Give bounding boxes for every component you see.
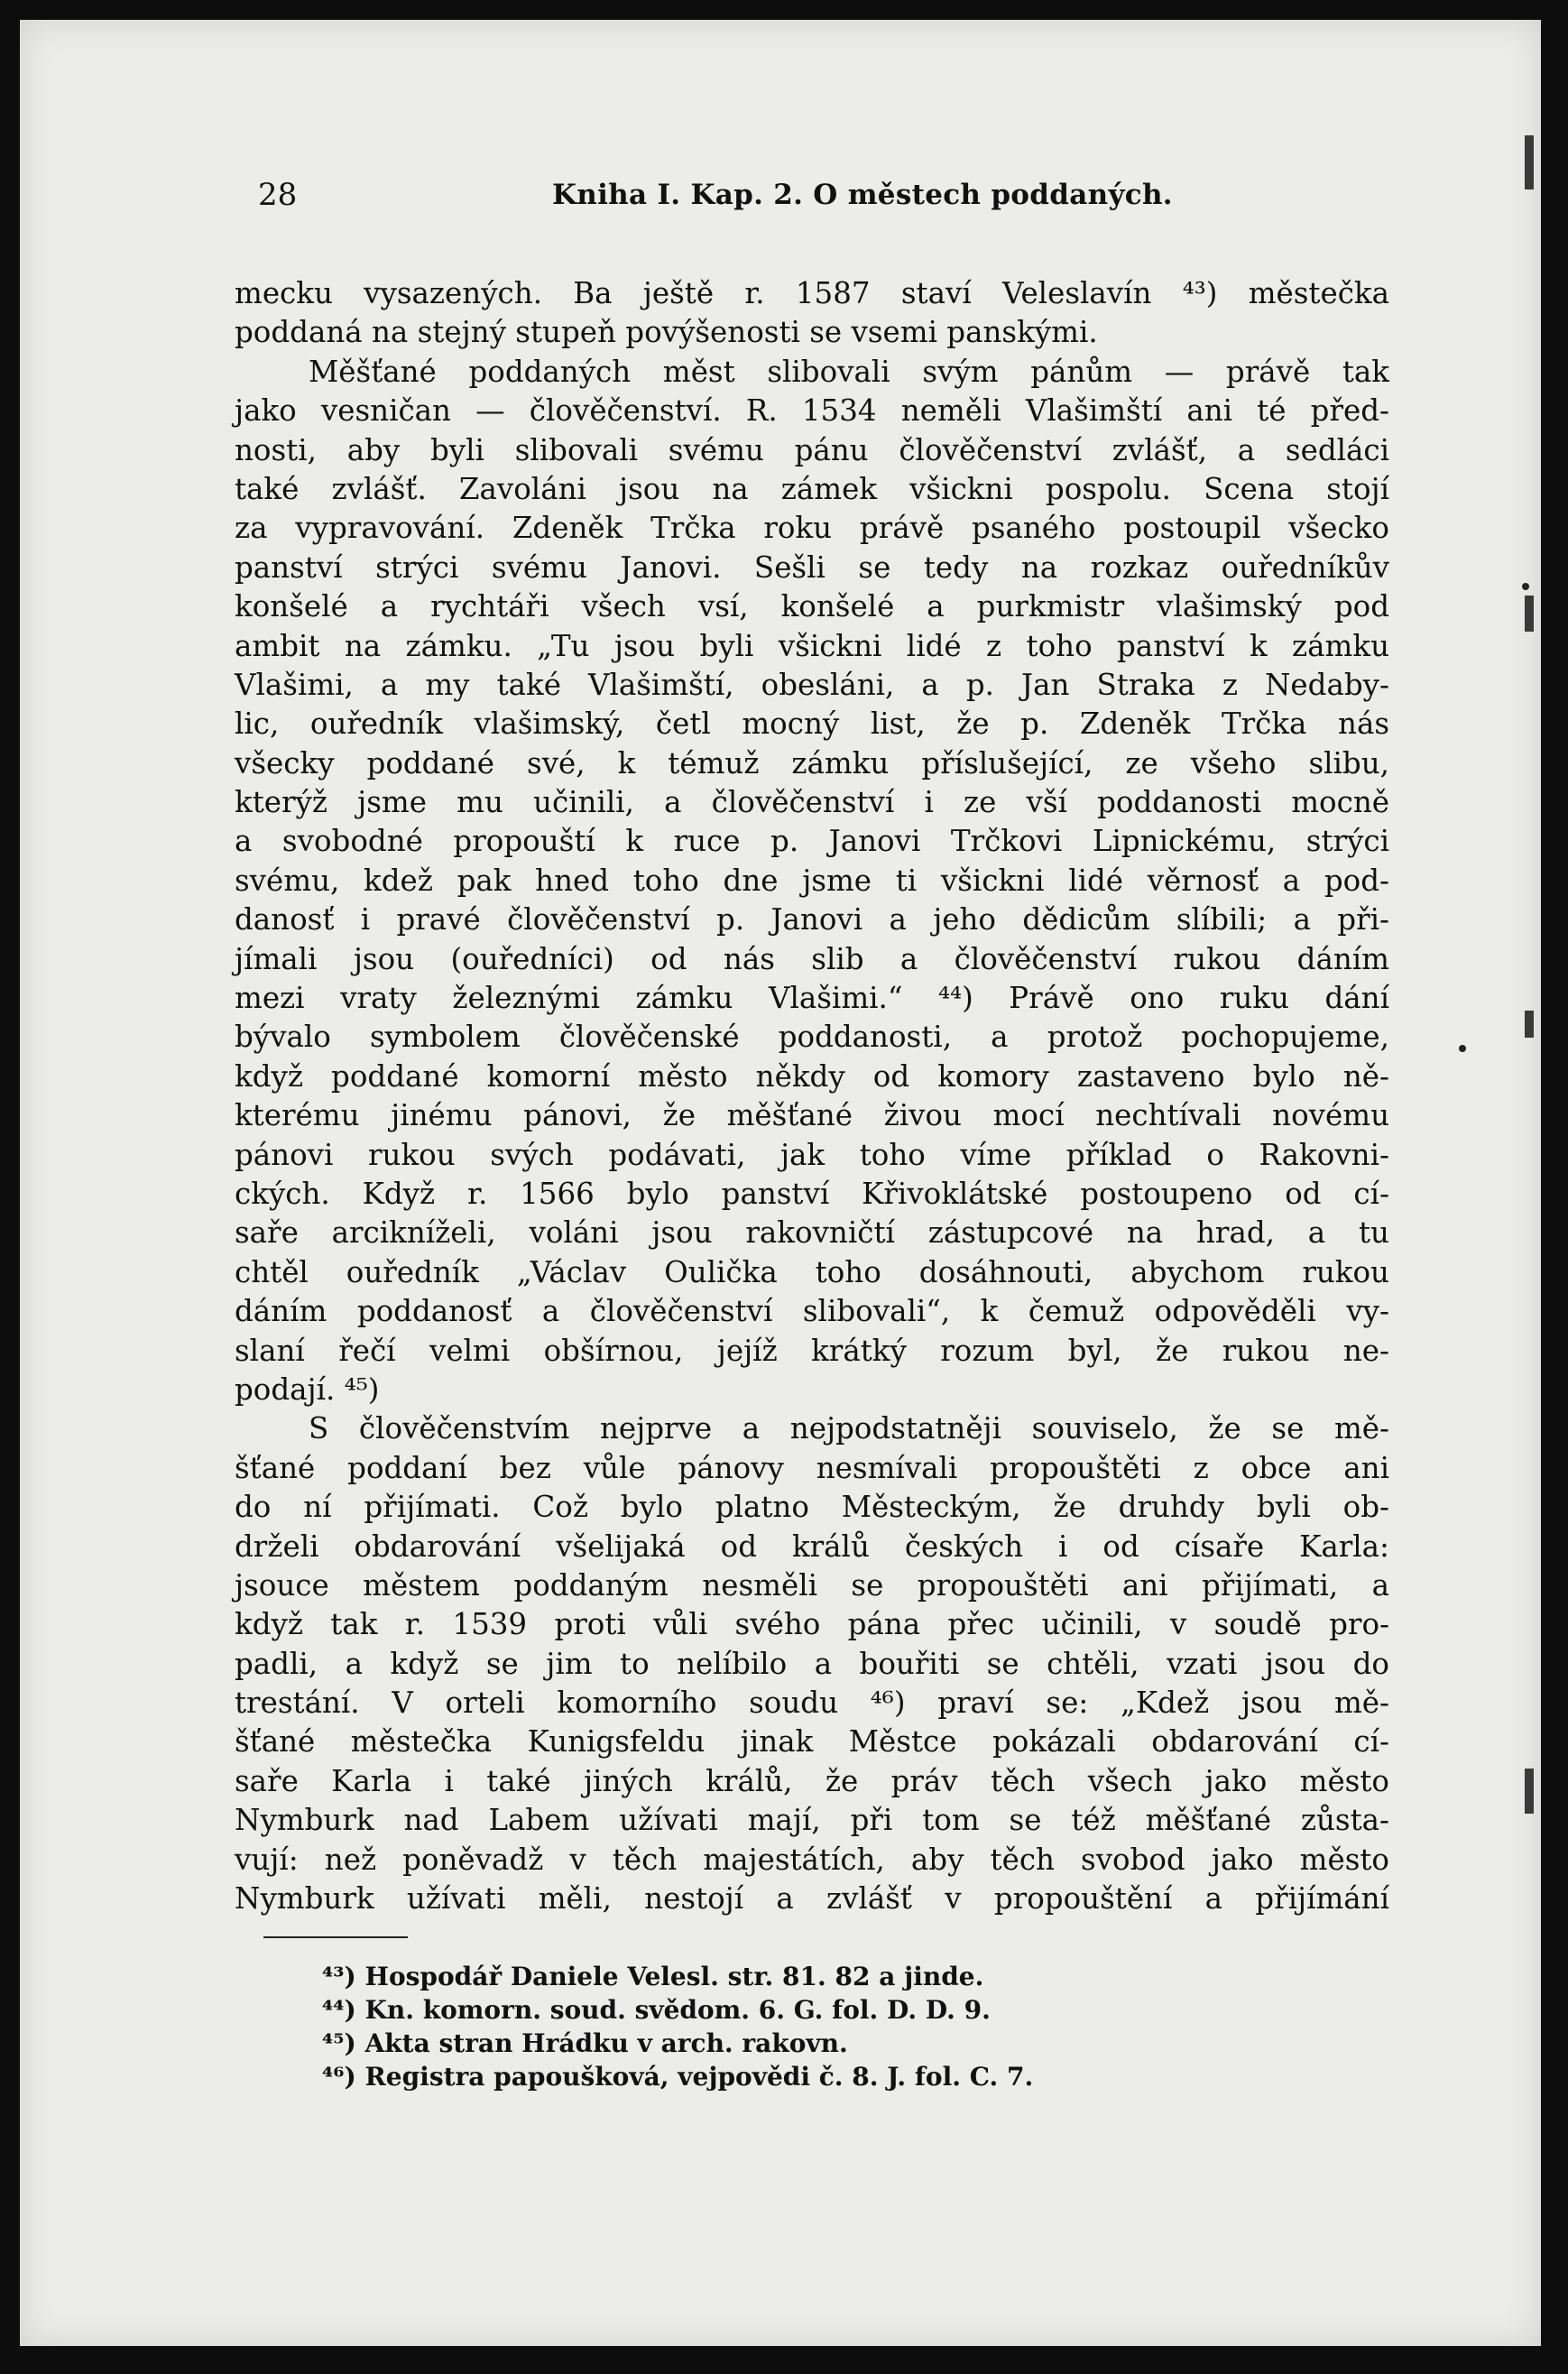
text-line: Nymburk nad Labem užívati mají, při tom se též měšťané zůsta- <box>235 1803 1389 1838</box>
text-line: vují: než poněvadž v těch majestátích, aby těch svobod jako město <box>235 1842 1389 1877</box>
text-line: Měšťané poddaných měst slibovali svým pánům — právě tak <box>309 354 1389 389</box>
text-line: padli, a když se jim to nelíbilo a bouřiti se chtěli, vzati jsou do <box>235 1646 1389 1681</box>
text-line: kterému jinému pánovi, že měšťané živou mocí nechtívali novému <box>235 1098 1389 1133</box>
text-line: všecky poddané své, k témuž zámku příslušející, ze všeho slibu, <box>235 745 1389 781</box>
text-line: ckých. Když r. 1566 bylo panství Křivoklátské postoupeno od cí- <box>235 1176 1389 1211</box>
text-line: podají. ⁴⁵) <box>235 1372 380 1407</box>
text-line: drželi obdarování všelijaká od králů českých i od císaře Karla: <box>235 1529 1389 1564</box>
text-line: mezi vraty železnými zámku Vlašimi.“ ⁴⁴) Právě ono ruku dání <box>235 981 1389 1016</box>
text-line: jsouce městem poddaným nesměli se propouštěti ani přijímati, a <box>235 1567 1389 1603</box>
footnote-44: ⁴⁴) Kn. komorn. soud. svědom. 6. G. fol. D. D. 9. <box>322 1995 991 2025</box>
page-edge-mark <box>1525 1769 1534 1814</box>
text-line: bývalo symbolem člověčenské poddanosti, a protož pochopujeme, <box>235 1020 1389 1055</box>
body-text <box>235 274 1389 1918</box>
footnote-45: ⁴⁵) Akta stran Hrádku v arch. rakovn. <box>322 2028 848 2058</box>
footnote-43: ⁴³) Hospodář Daniele Velesl. str. 81. 82 a jinde. <box>322 1962 984 1991</box>
text-line: lic, ouředník vlašimský, četl mocný list, že p. Zdeněk Trčka nás <box>235 707 1389 742</box>
text-line: poddaná na stejný stupeň povýšenosti se vsemi panskými. <box>235 315 1098 350</box>
text-line: a svobodné propouští k ruce p. Janovi Trčkovi Lipnickému, strýci <box>235 824 1389 859</box>
text-line: dáním poddanosť a člověčenství slibovali“, k čemuž odpověděli vy- <box>235 1294 1389 1329</box>
text-line: Vlašimi, a my také Vlašimští, obesláni, a p. Jan Straka z Nedaby- <box>235 667 1389 702</box>
text-line: slaní řečí velmi obšírnou, jejíž krátký rozum byl, že rukou ne- <box>235 1333 1389 1368</box>
text-line: šťané poddaní bez vůle pánovy nesmívali propouštěti z obce ani <box>235 1450 1389 1485</box>
margin-dot <box>1522 583 1529 590</box>
text-line: mecku vysazených. Ba ještě r. 1587 staví Veleslavín ⁴³) městečka <box>235 276 1389 310</box>
text-line: Nymburk užívati měli, nestojí a zvlášť v propouštění a přijímání <box>235 1881 1389 1917</box>
text-line: do ní přijímati. Což bylo platno Městeckým, že druhdy byli ob- <box>235 1490 1389 1525</box>
running-title: Kniha I. Kap. 2. O městech poddaných. <box>552 179 1173 211</box>
text-line: jako vesničan — člověčenství. R. 1534 neměli Vlašimští ani té před- <box>235 393 1389 429</box>
text-line: panství strýci svému Janovi. Sešli se tedy na rozkaz ouředníkův <box>235 550 1389 585</box>
text-line: ambit na zámku. „Tu jsou byli všickni lidé z toho panství k zámku <box>235 628 1389 663</box>
text-line: když poddané komorní město někdy od komory zastaveno bylo ně- <box>235 1058 1389 1094</box>
text-line: S člověčenstvím nejprve a nejpodstatněji souviselo, že se mě- <box>309 1411 1389 1446</box>
page-edge-mark <box>1525 1011 1534 1038</box>
text-line: když tak r. 1539 proti vůli svého pána přec učinili, v soudě pro- <box>235 1607 1389 1642</box>
text-line: za vypravování. Zdeněk Trčka roku právě psaného postoupil všecko <box>235 511 1389 546</box>
text-line: saře Karla i také jiných králů, že práv těch všech jako město <box>235 1763 1389 1798</box>
text-line: danosť i pravé člověčenství p. Janovi a jeho dědicům slíbili; a při- <box>235 902 1389 938</box>
footnotes <box>322 1960 1224 2093</box>
page-edge-mark <box>1525 596 1534 632</box>
text-line: jímali jsou (ouředníci) od nás slib a člověčenství rukou dáním <box>235 941 1389 976</box>
text-line: kterýž jsme mu učinili, a člověčenství i ze vší poddanosti mocně <box>235 785 1389 820</box>
page-header <box>236 171 1400 222</box>
text-line: saře arcikníželi, voláni jsou rakovničtí zástupcové na hrad, a tu <box>235 1215 1389 1251</box>
text-line: chtěl ouředník „Václav Oulička toho dosáhnouti, abychom rukou <box>235 1254 1389 1289</box>
page-edge-mark <box>1525 135 1534 189</box>
text-line: trestání. V orteli komorního soudu ⁴⁶) praví se: „Kdež jsou mě- <box>235 1686 1389 1721</box>
text-line: šťané městečka Kunigsfeldu jinak Městce pokázali obdarování cí- <box>235 1724 1389 1760</box>
text-line: také zvlášť. Zavoláni jsou na zámek všickni pospolu. Scena stojí <box>235 471 1389 506</box>
page-number: 28 <box>258 177 298 213</box>
text-line: nosti, aby byli slibovali svému pánu člověčenství zvlášť, a sedláci <box>235 432 1389 467</box>
footnote-divider <box>263 1936 408 1938</box>
text-line: svému, kdež pak hned toho dne jsme ti všickni lidé věrnosť a pod- <box>235 863 1389 898</box>
footnote-46: ⁴⁶) Registra papoušková, vejpovědi č. 8. J. fol. C. 7. <box>322 2062 1034 2092</box>
book-page <box>20 20 1541 2346</box>
margin-dot <box>1459 1045 1466 1052</box>
text-line: pánovi rukou svých podávati, jak toho víme příklad o Rakovni- <box>235 1137 1389 1172</box>
text-line: konšelé a rychtáři všech vsí, konšelé a purkmistr vlašimský pod <box>235 589 1389 624</box>
